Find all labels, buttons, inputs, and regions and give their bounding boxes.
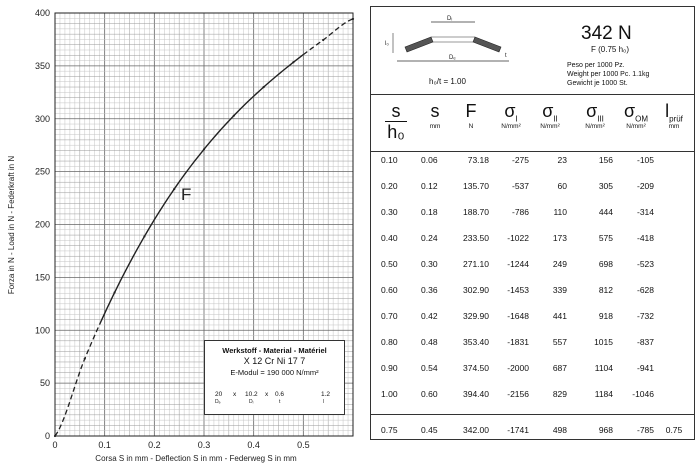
table-cell: 0.75 <box>665 425 683 435</box>
column-header <box>618 101 654 130</box>
table-cell: 557 <box>552 337 567 347</box>
table-cell: -1648 <box>507 311 529 321</box>
column-symbol: $\sigma_{III}$ <box>586 101 604 124</box>
table-cell: -786 <box>511 207 529 217</box>
material-modulus: E-Modul = 190 000 N/mm² <box>230 368 319 377</box>
table-row <box>371 307 694 327</box>
table-cell: -209 <box>636 181 654 191</box>
dim-x2: x <box>265 391 269 398</box>
table-cell: 444 <box>598 207 613 217</box>
column-unit: N/mm² <box>501 123 521 130</box>
table-cell: 0.06 <box>421 155 438 165</box>
material-alloy: X 12 Cr Ni 17 7 <box>243 356 306 366</box>
table-cell: 329.90 <box>463 311 489 321</box>
table-cell: -628 <box>636 285 654 295</box>
column-unit: N/mm² <box>540 123 560 130</box>
data-point <box>54 435 56 437</box>
table-cell: 0.12 <box>421 181 438 191</box>
table-row <box>371 333 694 353</box>
table-cell: 305 <box>598 181 613 191</box>
dim-x1: x <box>233 391 237 398</box>
table-cell: 0.36 <box>421 285 438 295</box>
table-cell: 0.54 <box>421 363 438 373</box>
table-cell: 23 <box>557 155 567 165</box>
x-tick-label: 0.1 <box>98 440 111 450</box>
table-cell: -523 <box>636 259 654 269</box>
column-symbol: $\sigma_I$ <box>504 101 518 124</box>
table-row <box>371 203 694 223</box>
dim-l-text: l₀ <box>385 41 389 47</box>
table-cell: 302.90 <box>463 285 489 295</box>
weight-note-it: Peso per 1000 Pz. <box>567 62 625 69</box>
weight-note-en: Weight per 1000 Pc. 1.1kg <box>567 71 650 78</box>
table-cell: 0.45 <box>421 425 438 435</box>
table-cell: 0.10 <box>381 155 398 165</box>
table-cell: -1453 <box>507 285 529 295</box>
table-cell: 271.10 <box>463 259 489 269</box>
table-row <box>371 177 694 197</box>
dim-di-text: Dᵢ <box>447 16 453 22</box>
dim-de-value: 20 <box>215 391 223 398</box>
table-cell: 0.90 <box>381 363 398 373</box>
column-header <box>381 101 411 142</box>
summary-row <box>371 414 694 435</box>
data-point <box>84 358 86 360</box>
table-cell: -105 <box>636 155 654 165</box>
weight-note-de: Gewicht je 1000 St. <box>567 80 628 87</box>
column-denominator: h₀ <box>387 122 405 142</box>
table-cell: -837 <box>636 337 654 347</box>
table-cell: 374.50 <box>463 363 489 373</box>
table-row <box>371 255 694 275</box>
x-tick-label: 0.5 <box>297 440 310 450</box>
dim-de-text: Dₑ <box>449 55 456 61</box>
table-cell: 812 <box>598 285 613 295</box>
table-cell: 498 <box>552 425 567 435</box>
table-cell: 829 <box>552 389 567 399</box>
x-tick-label: 0 <box>52 440 58 450</box>
table-cell: 0.30 <box>421 259 438 269</box>
column-header <box>661 101 687 130</box>
table-cell: -537 <box>511 181 529 191</box>
dim-l-label: l <box>323 399 325 405</box>
table-cell: 0.75 <box>381 425 398 435</box>
dim-t-label: t <box>279 399 281 405</box>
spring-header <box>371 7 694 95</box>
table-cell: 0.40 <box>381 233 398 243</box>
material-box <box>204 340 345 415</box>
table-cell: 968 <box>598 425 613 435</box>
x-tick-label: 0.3 <box>197 440 211 450</box>
table-cell: -1741 <box>507 425 529 435</box>
data-point <box>173 188 175 190</box>
table-cell: 339 <box>552 285 567 295</box>
table-cell: 342.00 <box>463 425 489 435</box>
table-cell: 60 <box>557 181 567 191</box>
y-tick-label: 250 <box>34 166 50 177</box>
table-cell: -275 <box>511 155 529 165</box>
y-tick-label: 150 <box>34 272 50 283</box>
table-cell: 0.50 <box>381 259 398 269</box>
y-tick-label: 100 <box>34 325 50 336</box>
table-cell: 0.24 <box>421 233 438 243</box>
table-cell: -1046 <box>632 389 654 399</box>
table-cell: 135.70 <box>463 181 489 191</box>
curve-label: F <box>181 185 192 204</box>
table-cell: 918 <box>598 311 613 321</box>
data-point <box>352 18 354 20</box>
table-cell: -941 <box>636 363 654 373</box>
rated-force-subtitle: F (0.75 h₀) <box>591 45 629 54</box>
column-unit: N/mm² <box>585 123 605 130</box>
table-cell: 1104 <box>594 363 613 373</box>
table-column-headers <box>371 95 694 152</box>
column-header <box>453 101 489 130</box>
dim-di-value: 10.2 <box>245 391 258 398</box>
dim-t-value: 0.6 <box>275 391 285 398</box>
rated-force: 342 N <box>581 23 632 44</box>
data-point <box>292 61 294 63</box>
column-header <box>493 101 529 130</box>
table-cell: 1.00 <box>381 389 398 399</box>
table-cell: 0.80 <box>381 337 398 347</box>
column-symbol: $\sigma_{II}$ <box>542 101 558 124</box>
table-row <box>371 151 694 171</box>
table-cell: 441 <box>552 311 567 321</box>
y-tick-label: 300 <box>34 113 50 124</box>
table-cell: -314 <box>636 207 654 217</box>
y-axis-label: Forza in N - Load in N - Federkraft in N <box>7 155 16 295</box>
data-point <box>114 291 116 293</box>
column-symbol: $l_{prüf}$ <box>665 101 683 124</box>
table-cell: 0.30 <box>381 207 398 217</box>
column-symbol: s <box>391 101 401 121</box>
table-cell: 1015 <box>594 337 613 347</box>
data-point <box>322 39 324 41</box>
table-cell: 0.18 <box>421 207 438 217</box>
column-symbol: s <box>430 101 440 121</box>
table-cell: 0.60 <box>421 389 438 399</box>
data-point <box>143 235 145 237</box>
column-unit: N <box>468 123 474 130</box>
disc-spring-diagram <box>383 15 523 73</box>
table-cell: 394.40 <box>463 389 489 399</box>
data-point <box>203 148 205 150</box>
y-tick-label: 350 <box>34 60 50 71</box>
table-cell: 0.70 <box>381 311 398 321</box>
table-row <box>371 229 694 249</box>
column-header <box>533 101 567 130</box>
table-cell: -732 <box>636 311 654 321</box>
x-tick-label: 0.4 <box>247 440 260 450</box>
column-symbol: F <box>465 101 477 121</box>
table-cell: -418 <box>636 233 654 243</box>
table-cell: 575 <box>598 233 613 243</box>
material-title: Werkstoff - Material - Matériel <box>222 346 327 355</box>
y-tick-label: 200 <box>34 219 50 230</box>
column-header <box>421 101 449 130</box>
dim-di-label: Dᵢ <box>249 399 254 405</box>
spring-data-panel <box>370 6 695 440</box>
y-tick-label: 0 <box>44 431 50 441</box>
column-unit: mm <box>429 123 441 130</box>
x-tick-label: 0.2 <box>148 440 161 450</box>
table-cell: 249 <box>552 259 567 269</box>
table-cell: 353.40 <box>463 337 489 347</box>
force-curve <box>100 55 304 325</box>
table-cell: 0.20 <box>381 181 398 191</box>
table-cell: 1184 <box>594 389 613 399</box>
table-cell: 698 <box>598 259 613 269</box>
table-cell: 687 <box>552 363 567 373</box>
table-cell: -2000 <box>507 363 529 373</box>
column-unit: N/mm² <box>626 123 646 130</box>
table-cell: 156 <box>598 155 613 165</box>
table-cell: 173 <box>552 233 567 243</box>
table-row <box>371 385 694 405</box>
data-point <box>233 115 235 117</box>
table-cell: -1831 <box>507 337 529 347</box>
table-cell: 0.48 <box>421 337 438 347</box>
table-cell: -785 <box>636 425 654 435</box>
table-cell: -1244 <box>507 259 529 269</box>
table-cell: 233.50 <box>463 233 489 243</box>
y-tick-label: 400 <box>34 8 50 18</box>
table-cell: 0.60 <box>381 285 398 295</box>
table-cell: 110 <box>553 207 567 217</box>
dim-de-label: Dₑ <box>215 399 221 405</box>
table-row <box>371 281 694 301</box>
data-point <box>263 86 265 88</box>
dim-l-value: 1.2 <box>321 391 331 398</box>
table-cell: 188.70 <box>463 207 489 217</box>
x-axis-label: Corsa S in mm - Deflection S in mm - Federweg S in mm <box>95 454 297 463</box>
table-row <box>371 359 694 379</box>
y-tick-label: 50 <box>39 378 50 389</box>
table-cell: -1022 <box>507 233 529 243</box>
column-header <box>577 101 613 130</box>
table-cell: 73.18 <box>467 155 489 165</box>
column-symbol: $\sigma_{OM}$ <box>624 101 648 124</box>
dim-t-text: t <box>505 53 507 59</box>
column-unit: mm <box>668 123 680 130</box>
height-thickness-ratio: h₀/t = 1.00 <box>429 77 466 86</box>
table-cell: -2156 <box>507 389 529 399</box>
table-cell: 0.42 <box>421 311 438 321</box>
